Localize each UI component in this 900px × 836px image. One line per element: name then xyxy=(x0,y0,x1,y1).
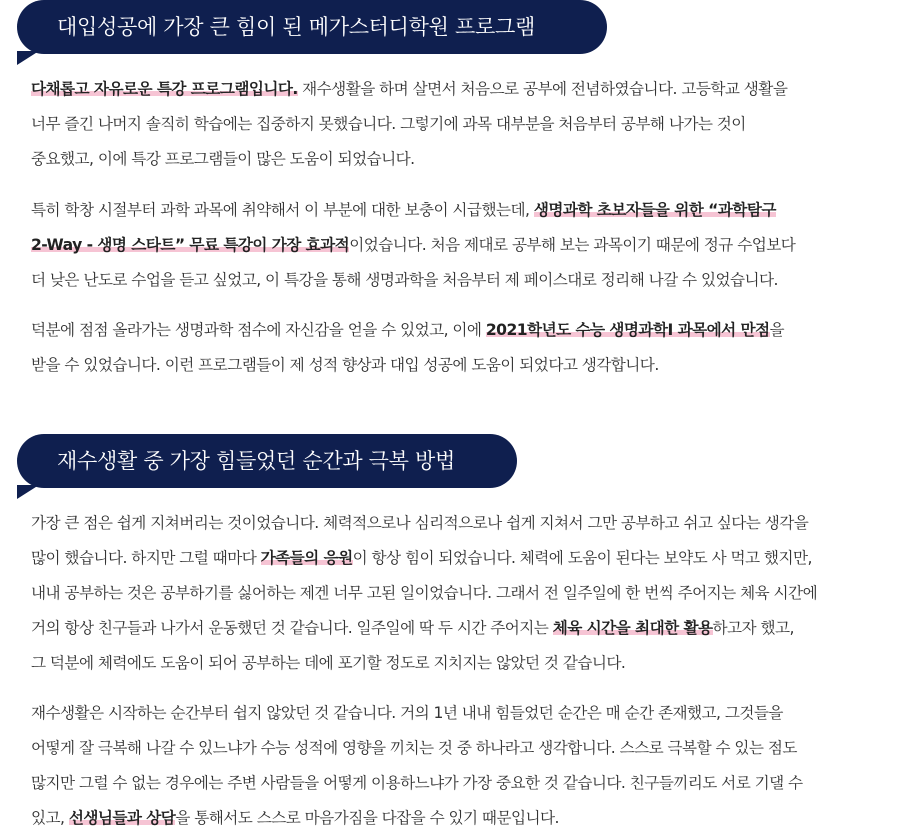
section-title: 재수생활 중 가장 힘들었던 순간과 극복 방법 xyxy=(57,449,455,473)
text-line xyxy=(31,611,891,646)
body-text: 특히 학창 시절부터 과학 과목에 취약해서 이 부분에 대한 보충이 시급했는데, xyxy=(31,201,534,219)
highlight-text: 2-Way - 생명 스타트” 무료 특강이 가장 효과적 xyxy=(31,236,350,254)
body-text: 하고자 했고, xyxy=(712,619,794,637)
text-line: 너무 즐긴 나머지 솔직히 학습에는 집중하지 못했습니다. 그렇기에 과목 대부분을 처음부터 공부해 나가는 것이 xyxy=(31,115,746,133)
body-text: 덕분에 점점 올라가는 생명과학 점수에 자신감을 얻을 수 있었고, 이에 xyxy=(31,321,486,339)
text-line: 그 덕분에 체력에도 도움이 되어 공부하는 데에 포기할 정도로 지치지는 않았던 것 같습니다. xyxy=(31,654,626,672)
text-line: 중요했고, 이에 특강 프로그램들이 많은 도움이 되었습니다. xyxy=(31,150,415,168)
text-line: 더 낮은 난도로 수업을 듣고 싶었고, 이 특강을 통해 생명과학을 처음부터 제 페이스대로 정리해 나갈 수 있었습니다. xyxy=(31,271,778,289)
text-line: 재수생활은 시작하는 순간부터 쉽지 않았던 것 같습니다. 거의 1년 내내 힘들었던 순간은 매 순간 존재했고, 그것들을 xyxy=(31,704,783,722)
highlight-text: 체육 시간을 최대한 활용 xyxy=(552,619,713,637)
section-title: 대입성공에 가장 큰 힘이 된 메가스터디학원 프로그램 xyxy=(57,15,535,39)
paragraph xyxy=(31,506,891,681)
text-line: 내내 공부하는 것은 공부하기를 싫어하는 제겐 너무 고된 일이었습니다. 그래서 전 일주일에 한 번씩 주어지는 체육 시간에 xyxy=(31,584,818,602)
text-line xyxy=(31,541,891,576)
body-text: 을 xyxy=(769,321,785,339)
text-line xyxy=(31,72,891,107)
paragraph xyxy=(31,313,891,383)
highlight-text: 선생님들과 상담 xyxy=(68,809,176,827)
text-line xyxy=(31,193,891,228)
body-text: 재수생활을 하며 살면서 처음으로 공부에 전념하였습니다. 고등학교 생활을 xyxy=(297,80,788,98)
text-line: 어떻게 잘 극복해 나갈 수 있느냐가 수능 성적에 영향을 끼치는 것 중 하나라고 생각합니다. 스스로 극복할 수 있는 점도 xyxy=(31,739,797,757)
body-text: 있고, xyxy=(31,809,69,827)
section-title-bubble xyxy=(17,0,607,54)
bubble-tail xyxy=(17,485,39,499)
body-text: 이었습니다. 처음 제대로 공부해 보는 과목이기 때문에 정규 수업보다 xyxy=(349,236,796,254)
body-text: 많이 했습니다. 하지만 그럴 때마다 xyxy=(31,549,261,567)
paragraph xyxy=(31,72,891,177)
text-line: 많지만 그럴 수 없는 경우에는 주변 사람들을 어떻게 이용하느냐가 가장 중요한 것 같습니다. 친구들끼리도 서로 기댈 수 xyxy=(31,774,803,792)
text-line: 받을 수 있었습니다. 이런 프로그램들이 제 성적 향상과 대입 성공에 도움이 되었다고 생각합니다. xyxy=(31,356,659,374)
body-text: 거의 항상 친구들과 나가서 운동했던 것 같습니다. 일주일에 딱 두 시간 주어지는 xyxy=(31,619,553,637)
highlight-text: 가족들의 응원 xyxy=(260,549,353,567)
text-line xyxy=(31,228,891,263)
highlight-text: 다채롭고 자유로운 특강 프로그램입니다. xyxy=(31,80,298,98)
body-text: 이 항상 힘이 되었습니다. 체력에 도움이 된다는 보약도 사 먹고 했지만, xyxy=(352,549,812,567)
section-title-bubble xyxy=(17,434,517,488)
bubble-tail xyxy=(17,51,39,65)
highlight-text: 2021학년도 수능 생명과학Ⅰ 과목에서 만점 xyxy=(485,321,770,339)
paragraph xyxy=(31,193,891,298)
text-line xyxy=(31,801,891,836)
text-line: 가장 큰 점은 쉽게 지쳐버리는 것이었습니다. 체력적으로나 심리적으로나 쉽게 지쳐서 그만 공부하고 쉬고 싶다는 생각을 xyxy=(31,514,809,532)
body-text: 을 통해서도 스스로 마음가짐을 다잡을 수 있기 때문입니다. xyxy=(175,809,559,827)
paragraph xyxy=(31,696,891,836)
text-line xyxy=(31,313,891,348)
highlight-text: 생명과학 초보자들을 위한 “과학탐구 xyxy=(533,201,776,219)
